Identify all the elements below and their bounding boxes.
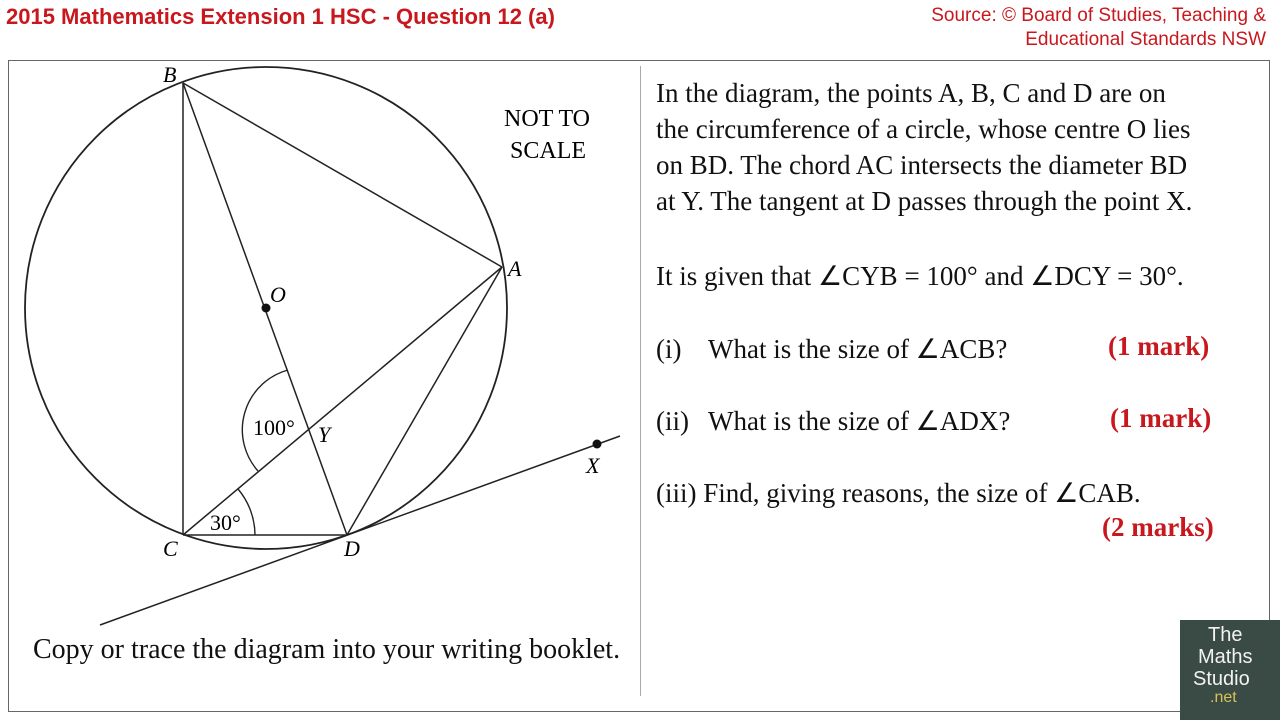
marks-part-i: (1 mark) bbox=[1108, 331, 1210, 361]
given-statement: It is given that ∠CYB = 100° and ∠DCY = 30°. bbox=[656, 261, 1184, 291]
label-y: Y bbox=[318, 422, 331, 447]
question-part-ii bbox=[656, 403, 1010, 439]
question-part-iii bbox=[656, 475, 1141, 511]
label-o: O bbox=[270, 282, 286, 307]
logo-line-4: .net bbox=[1210, 689, 1237, 706]
source-line-2: Educational Standards NSW bbox=[1025, 29, 1266, 50]
logo-line-1: The bbox=[1208, 624, 1243, 646]
label-d: D bbox=[344, 536, 360, 561]
source-credit bbox=[931, 4, 1266, 52]
label-x: X bbox=[586, 453, 600, 478]
chord-da bbox=[347, 267, 502, 535]
maths-studio-logo bbox=[1180, 620, 1280, 720]
circle-geometry-diagram bbox=[0, 0, 640, 700]
label-a: A bbox=[508, 256, 522, 281]
question-intro bbox=[656, 75, 1192, 219]
angle-label-dcy: 30° bbox=[210, 510, 241, 535]
column-divider bbox=[640, 66, 641, 696]
logo-line-2: Maths bbox=[1198, 646, 1253, 668]
part-text: Find, giving reasons, the size of ∠CAB. bbox=[703, 478, 1141, 508]
intro-line-1: In the diagram, the points A, B, C and D are on bbox=[656, 78, 1166, 108]
angle-label-cyb: 100° bbox=[253, 415, 295, 440]
point-x bbox=[593, 440, 602, 449]
source-line-1: Source: © Board of Studies, Teaching & bbox=[931, 5, 1266, 26]
logo-line-3: Studio bbox=[1193, 668, 1250, 690]
intro-line-3: on BD. The chord AC intersects the diameter BD bbox=[656, 150, 1188, 180]
intro-line-4: at Y. The tangent at D passes through the point X. bbox=[656, 186, 1193, 216]
diagram-caption: Copy or trace the diagram into your writing booklet. bbox=[33, 634, 621, 665]
part-text: What is the size of ∠ADX? bbox=[708, 406, 1011, 436]
part-number: (iii) bbox=[656, 478, 697, 508]
part-number: (ii) bbox=[656, 406, 689, 436]
chord-ba bbox=[183, 83, 502, 267]
intro-line-2: the circumference of a circle, whose centre O lies bbox=[656, 114, 1191, 144]
page-title: 2015 Mathematics Extension 1 HSC - Question 12 (a) bbox=[6, 4, 555, 29]
not-to-scale-line-1: NOT TO bbox=[504, 106, 591, 132]
part-text: What is the size of ∠ACB? bbox=[708, 334, 1008, 364]
label-c: C bbox=[163, 536, 178, 561]
label-b: B bbox=[163, 62, 177, 87]
chord-ca bbox=[183, 267, 502, 535]
part-number: (i) bbox=[656, 334, 682, 364]
tangent-line bbox=[100, 436, 620, 625]
question-part-i bbox=[656, 331, 1007, 367]
not-to-scale-line-2: SCALE bbox=[510, 138, 587, 164]
marks-part-iii: (2 marks) bbox=[1102, 512, 1214, 542]
marks-part-ii: (1 mark) bbox=[1110, 403, 1212, 433]
